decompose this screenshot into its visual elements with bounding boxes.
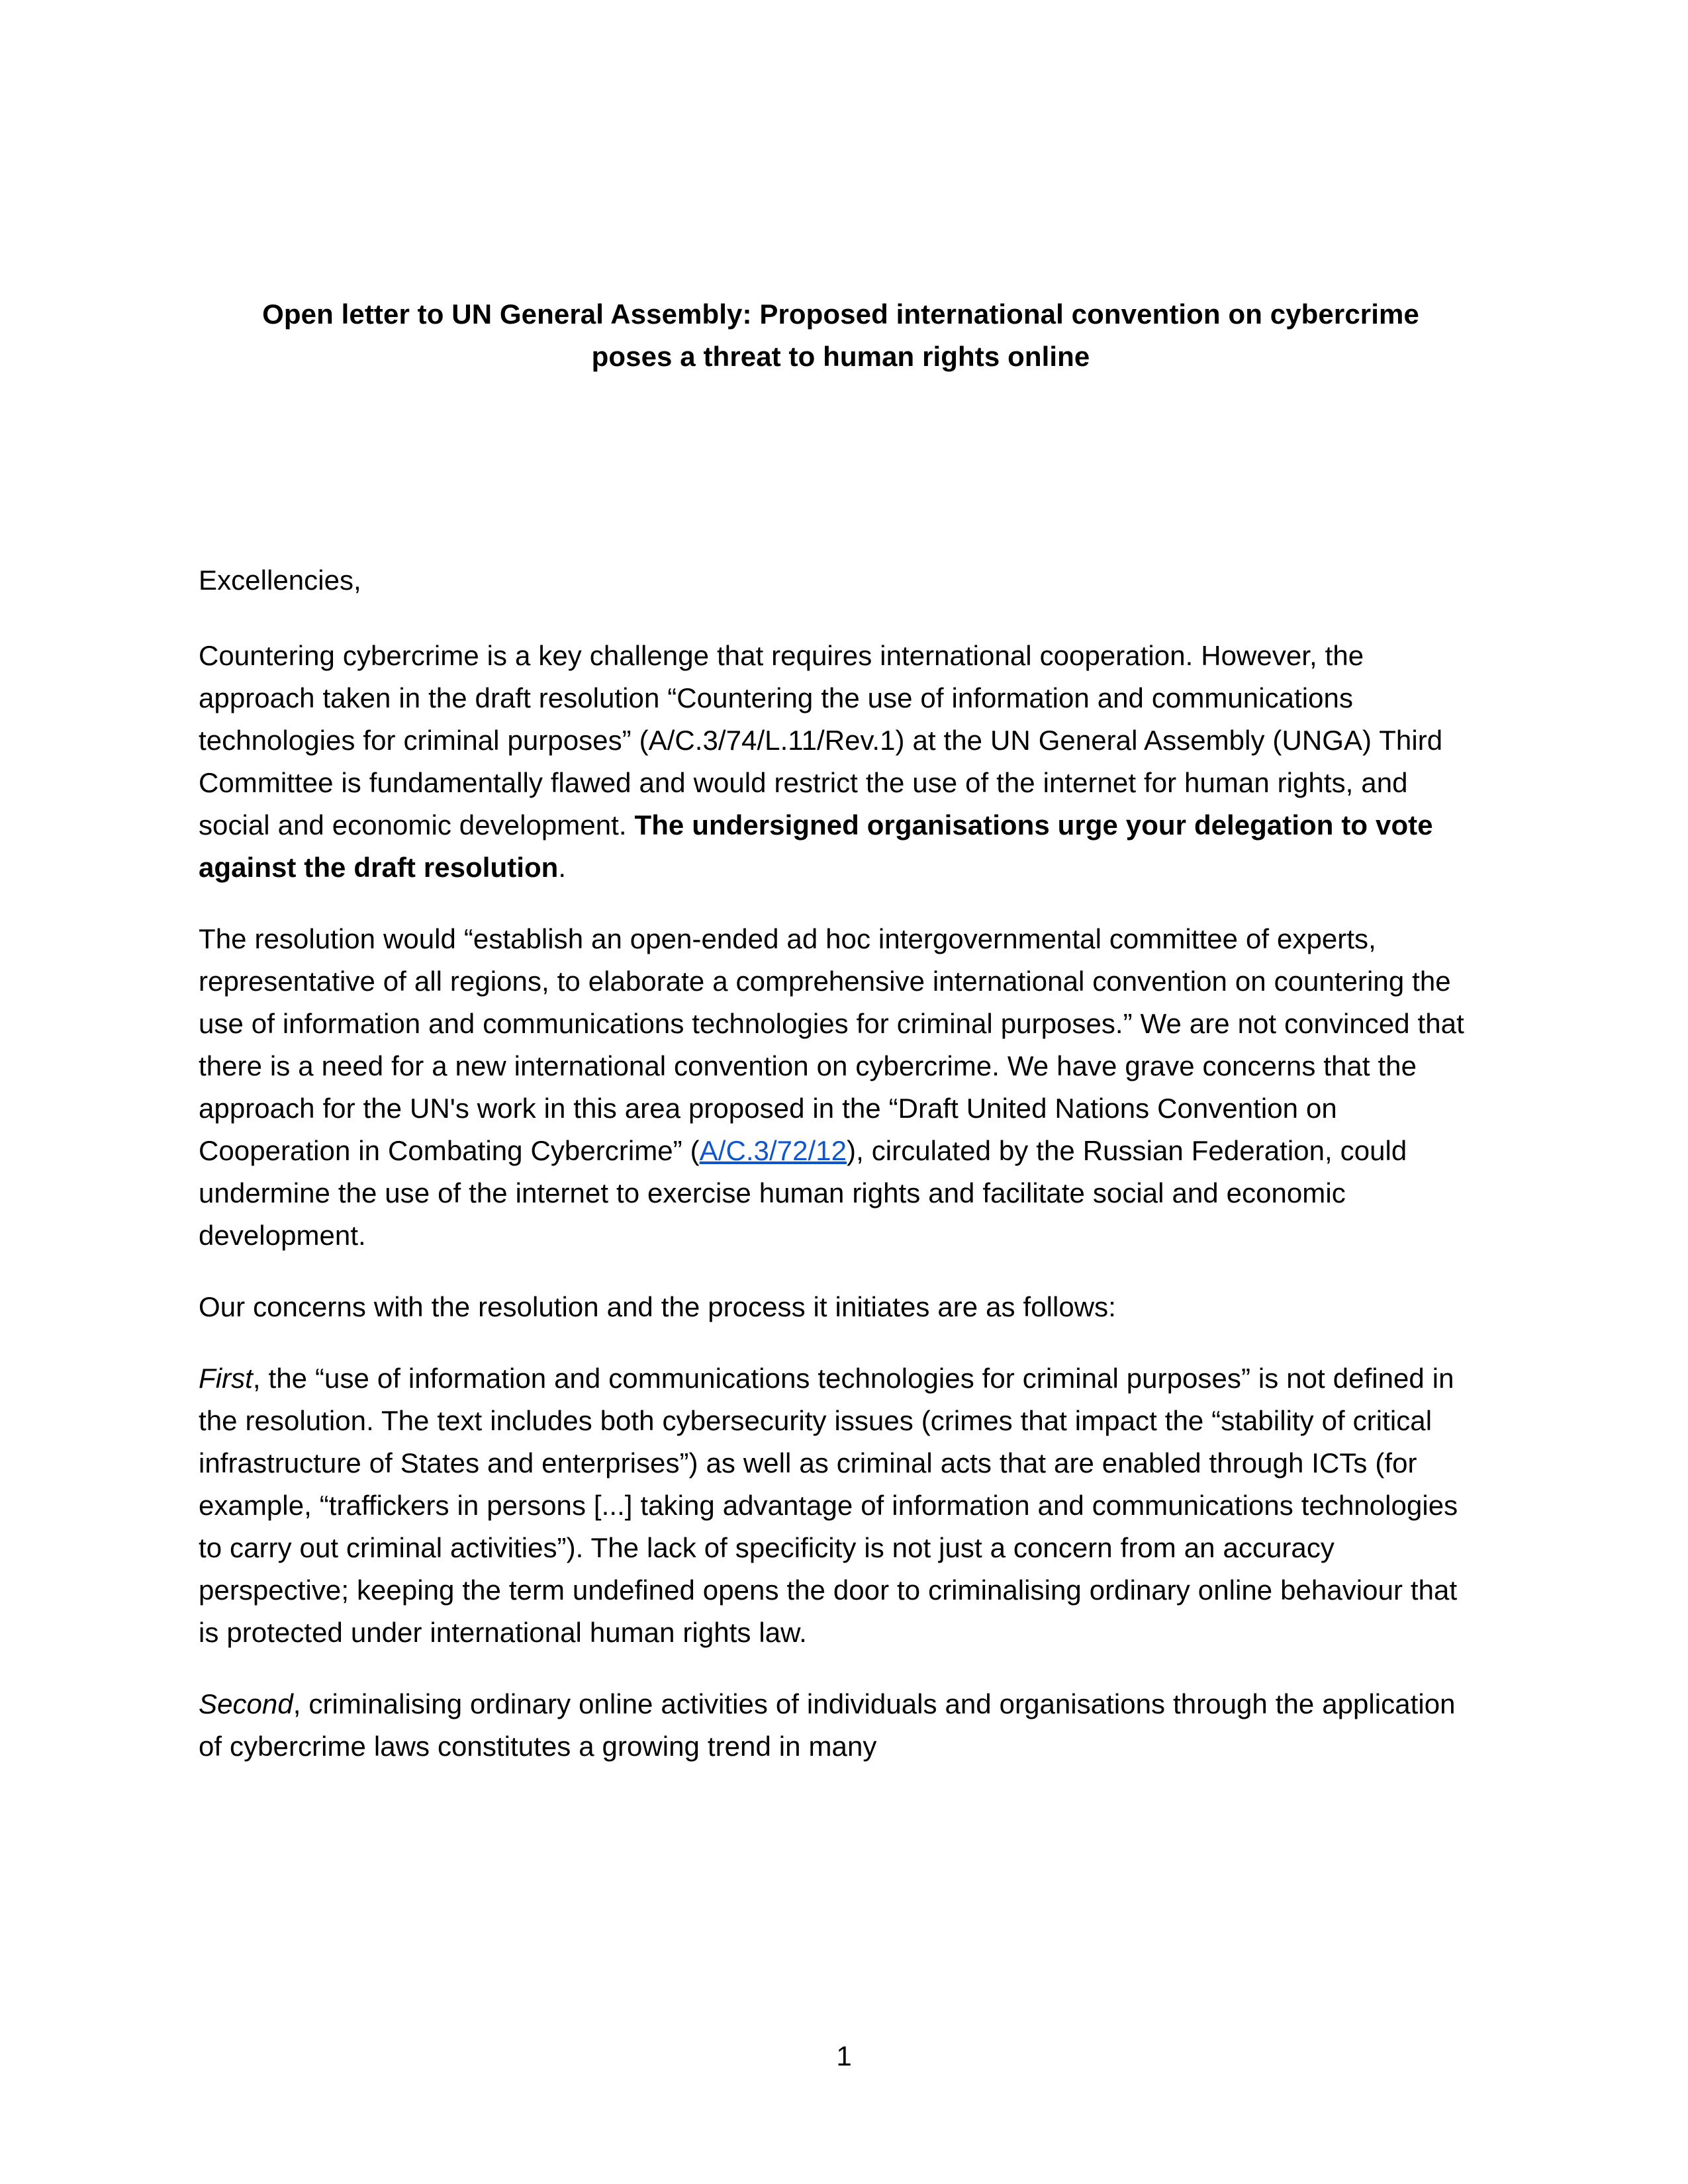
first-concern-label: First [199,1363,253,1394]
document-body [199,559,1479,1768]
page-title-line-1: Open letter to UN General Assembly: Proposed international convention on [262,298,1262,330]
page-number: 1 [836,2040,852,2071]
paragraph-concerns-lead-text: Our concerns with the resolution and the process it initiates are as follows: [199,1291,1116,1322]
salutation-text: Excellencies, [199,565,361,596]
salutation [199,559,1479,602]
paragraph-first-concern [199,1357,1479,1654]
call-to-action-bold: The undersigned organisations urge your delegation to vote against the draft resolution [199,809,1433,883]
paragraph-resolution [199,918,1479,1257]
second-concern-label: Second [199,1688,293,1719]
page-title [242,293,1440,378]
resolution-document-link[interactable]: A/C.3/72/12 [699,1135,847,1166]
paragraph-intro [199,635,1479,889]
paragraph-intro-period: . [558,852,567,883]
paragraph-intro-text: Countering cybercrime is a key challenge that requires international cooperation. However, the approach taken in the draft resolution “Countering the use of information and communications technologies for criminal purposes” (A/C.3/74/L.11/Rev.1) at the UN General Assembly (UNGA) Third Committee is fundamentally flawed and would restrict the use of the internet for human rights, and social and economic development. [199,640,1443,841]
paragraph-concerns-lead [199,1286,1479,1328]
second-concern-text: , criminalising ordinary online activities of individuals and organisations through the application of cybercrime laws constitutes a growing trend in many [199,1688,1456,1762]
paragraph-resolution-text-after-link: ), circulated by the Russian Federation, could undermine the use of the internet to exercise human rights and facilitate social and economic development. [199,1135,1407,1251]
paragraph-second-concern [199,1683,1479,1768]
first-concern-text: , the “use of information and communications technologies for criminal purposes” is not defined in the resolution. The text includes both cybersecurity issues (crimes that impact the “stability of critical infrastructure of States and enterprises”) as well as criminal acts that are enabled through ICTs (for example, “traffickers in persons [...] taking advantage of information and communications technologies to carry out criminal activities”). The lack of specificity is not just a concern from an accuracy perspective; keeping the term undefined opens the door to criminalising ordinary online behaviour that is protected under international human rights law. [199,1363,1458,1648]
page-title-line-2: cybercrime poses a threat to human rights online [591,298,1419,372]
paragraph-resolution-text-before-link: The resolution would “establish an open-ended ad hoc intergovernmental committee of experts, representative of all regions, to elaborate a comprehensive international convention on countering the use of information and communications technologies for criminal purposes.” We are not convinced that there is a need for a new international convention on cybercrime. We have grave concerns that the approach for the UN's work in this area proposed in the “Draft United Nations Convention on Cooperation in Combating Cybercrime” ( [199,923,1464,1166]
